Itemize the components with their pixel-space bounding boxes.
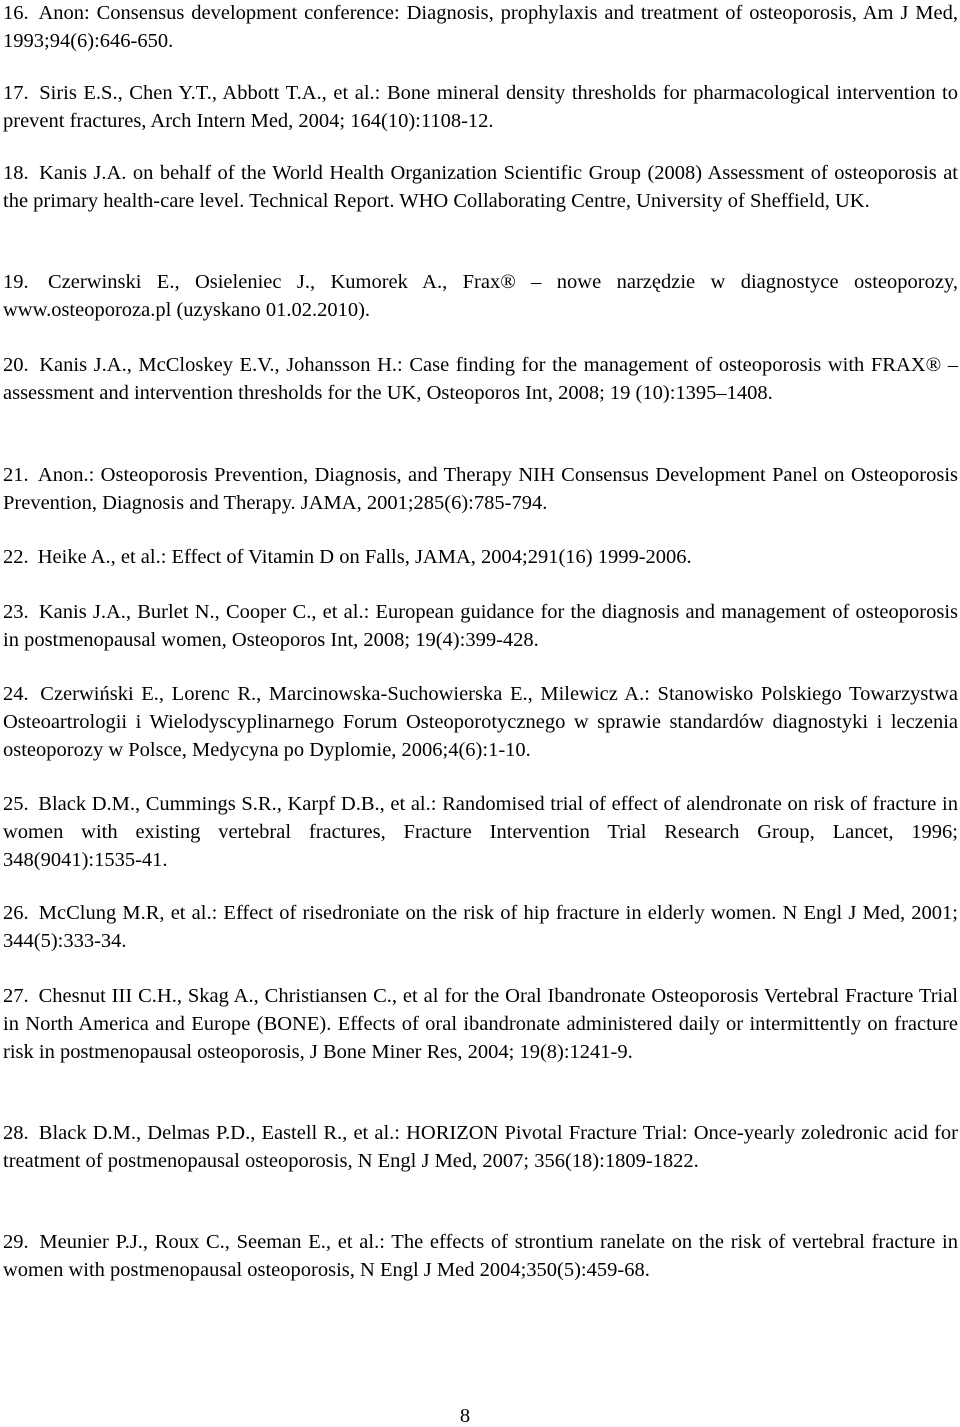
reference-item: [3, 681, 958, 764]
reference-number: 18.: [3, 162, 29, 184]
reference-number: 21.: [3, 464, 29, 486]
reference-number: 17.: [3, 82, 29, 104]
reference-item: [3, 0, 958, 56]
reference-item: [3, 791, 958, 874]
reference-item: [3, 1120, 958, 1176]
reference-item: [3, 900, 958, 956]
reference-number: 16.: [3, 2, 29, 24]
reference-text: Czerwinski E., Osieleniec J., Kumorek A., Frax® – nowe narzędzie w diagnostyce osteoporozy, www.osteoporoza.pl (uzyskano 01.02.2010).: [3, 271, 959, 321]
reference-text: Kanis J.A., Burlet N., Cooper C., et al.: European guidance for the diagnosis and management of osteoporosis in postmenopausal women, Osteoporos Int, 2008; 19(4):399-428.: [3, 601, 958, 651]
reference-number: 24.: [3, 683, 29, 705]
reference-number: 23.: [3, 601, 29, 623]
reference-text: Chesnut III C.H., Skag A., Christiansen C., et al for the Oral Ibandronate Osteoporosis Vertebral Fracture Trial in North America and Europe (BONE). Effects of oral ibandronate administered daily or intermittently on fracture risk in postmenopausal osteoporosis, J Bone Miner Res, 2004; 19(8):1241-9.: [3, 985, 959, 1063]
reference-number: 26.: [3, 902, 29, 924]
reference-item: [3, 462, 958, 518]
reference-text: Meunier P.J., Roux C., Seeman E., et al.: The effects of strontium ranelate on the risk of vertebral fracture in women with postmenopausal osteoporosis, N Engl J Med 2004;350(5):459-68.: [3, 1231, 959, 1281]
reference-text: Czerwiński E., Lorenc R., Marcinowska-Suchowierska E., Milewicz A.: Stanowisko Polskiego Towarzystwa Osteoartrologii i Wielodyscyplinarnego Forum Osteoporotycznego w sprawie standardów diagnostyki i leczenia osteoporozy w Polsce, Medycyna po Dyplomie, 2006;4(6):1-10.: [3, 683, 959, 761]
reference-item: [3, 269, 958, 325]
reference-text: Anon: Consensus development conference: Diagnosis, prophylaxis and treatment of osteoporosis, Am J Med, 1993;94(6):646-650.: [3, 2, 959, 52]
reference-text: Kanis J.A. on behalf of the World Health Organization Scientific Group (2008) Assessment of osteoporosis at the primary health-care level. Technical Report. WHO Collaborating Centre, University of Sheffield, UK.: [3, 162, 959, 212]
reference-number: 20.: [3, 354, 29, 376]
reference-item: [3, 352, 958, 408]
reference-text: Black D.M., Delmas P.D., Eastell R., et al.: HORIZON Pivotal Fracture Trial: Once-yearly zoledronic acid for treatment of postmenopausal osteoporosis, N Engl J Med, 2007; 356(18):1809-1822.: [3, 1122, 958, 1172]
reference-number: 22.: [3, 546, 29, 568]
reference-text: Anon.: Osteoporosis Prevention, Diagnosis, and Therapy NIH Consensus Development Panel on Osteoporosis Prevention, Diagnosis and Therapy. JAMA, 2001;285(6):785-794.: [3, 464, 959, 514]
reference-text: Siris E.S., Chen Y.T., Abbott T.A., et al.: Bone mineral density thresholds for pharmacological intervention to prevent fractures, Arch Intern Med, 2004; 164(10):1108-12.: [3, 82, 958, 132]
reference-number: 19.: [3, 271, 29, 293]
reference-item: [3, 160, 958, 216]
reference-text: Kanis J.A., McCloskey E.V., Johansson H.: Case finding for the management of osteoporosis with FRAX® – assessment and intervention thresholds for the UK, Osteoporos Int, 2008; 19 (10):1395–1408.: [3, 354, 959, 404]
reference-text: McClung M.R, et al.: Effect of risedroniate on the risk of hip fracture in elderly women. N Engl J Med, 2001; 344(5):333-34.: [3, 902, 959, 952]
reference-item: [3, 544, 958, 572]
reference-item: [3, 983, 958, 1066]
reference-number: 29.: [3, 1231, 29, 1253]
reference-item: [3, 1229, 958, 1285]
reference-number: 25.: [3, 793, 29, 815]
reference-number: 28.: [3, 1122, 29, 1144]
page-number: 8: [459, 1405, 471, 1427]
reference-item: [3, 80, 958, 136]
reference-item: [3, 599, 958, 655]
reference-text: Black D.M., Cummings S.R., Karpf D.B., et al.: Randomised trial of effect of alendronate on risk of fracture in women with existing vertebral fractures, Fracture Intervention Trial Research Group, Lancet, 1996; 348(9041):1535-41.: [3, 793, 958, 871]
reference-number: 27.: [3, 985, 29, 1007]
reference-text: Heike A., et al.: Effect of Vitamin D on Falls, JAMA, 2004;291(16) 1999-2006.: [37, 546, 692, 568]
